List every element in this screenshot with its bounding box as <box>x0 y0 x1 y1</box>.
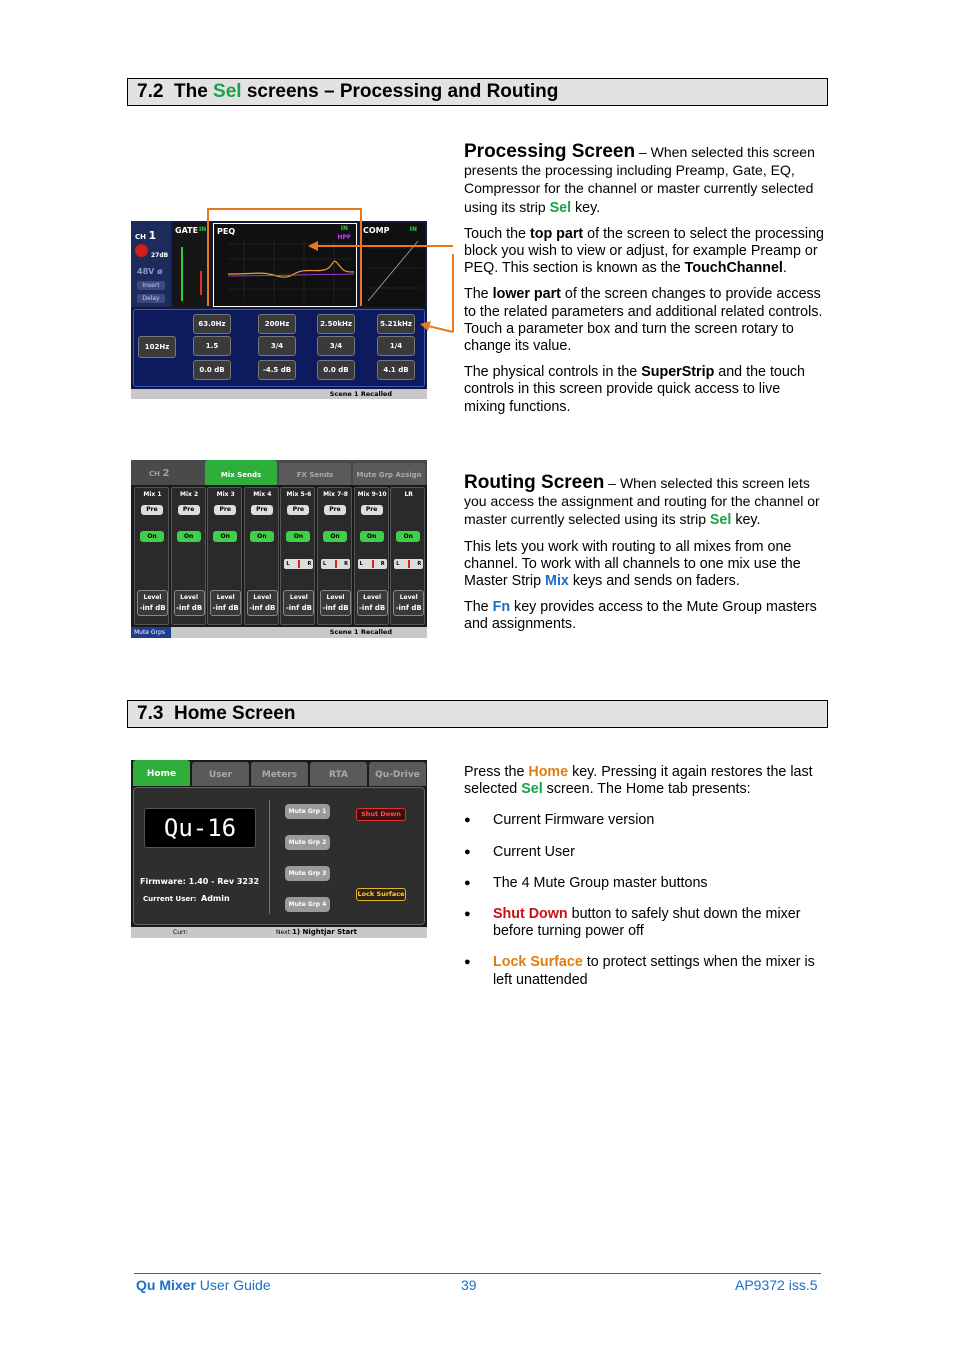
eq-band-4-q[interactable]: 1/4 <box>377 336 415 356</box>
on-button[interactable]: On <box>323 531 347 542</box>
mix-label: Mix 4 <box>253 491 272 498</box>
pan-control[interactable] <box>394 559 423 569</box>
on-button[interactable]: On <box>286 531 310 542</box>
eq-band-3-freq[interactable]: 2.50kHz <box>317 314 355 334</box>
status-bar: Scene 1 Recalled <box>329 628 392 636</box>
pan-center-marker <box>335 560 337 568</box>
list-item: ● Current Firmware version <box>464 812 824 829</box>
level-label: Level <box>363 594 382 601</box>
eq-band-2-freq[interactable]: 200Hz <box>258 314 296 334</box>
firmware-version: Firmware: 1.40 - Rev 3232 <box>140 877 260 886</box>
mix-label: Mix 5-6 <box>286 491 312 498</box>
eq-band-4-freq[interactable]: 5.21kHz <box>377 314 415 334</box>
pre-button[interactable]: Pre <box>251 505 273 515</box>
pre-button[interactable]: Pre <box>141 505 163 515</box>
level-value: -inf dB <box>285 604 312 612</box>
pan-right-label: R <box>344 561 348 567</box>
pre-button[interactable]: Pre <box>287 505 309 515</box>
tab-meters[interactable]: Meters <box>251 762 308 786</box>
list-item: ● Lock Surface to protect settings when the mixer is left unattended <box>464 954 824 988</box>
level-value: -inf dB <box>139 604 166 612</box>
home-screen-image <box>131 760 427 938</box>
level-label: Level <box>253 594 272 601</box>
touchchannel-callout-frame <box>207 208 362 224</box>
pan-center-marker <box>298 560 300 568</box>
status-bar: Scene 1 Recalled <box>131 389 427 399</box>
mix-label: Mix 9-10 <box>357 491 387 498</box>
section-7-3-header: 7.3 Home Screen <box>127 700 828 728</box>
mix-strip <box>280 487 315 625</box>
eq-band-2-gain[interactable]: -4.5 dB <box>258 360 296 380</box>
mix-strip <box>134 487 169 625</box>
level-box[interactable] <box>137 590 168 616</box>
level-box[interactable] <box>357 590 388 616</box>
mix-strip <box>244 487 279 625</box>
section-7-2-header: 7.2 The Sel screens – Processing and Routing <box>127 78 828 106</box>
level-value: -inf dB <box>212 604 239 612</box>
pan-control[interactable] <box>321 559 350 569</box>
mix-label: Mix 3 <box>216 491 235 498</box>
peq-block[interactable]: PEQ IN HPF <box>213 223 357 307</box>
on-button[interactable]: On <box>177 531 201 542</box>
level-box[interactable] <box>247 590 278 616</box>
level-label: Level <box>143 594 162 601</box>
home-panel <box>133 787 425 925</box>
mix-label: Mix 7-8 <box>323 491 348 498</box>
level-box[interactable] <box>320 590 351 616</box>
processing-screen-text: Processing Screen – When selected this screen presents the processing including Preamp, Gate, EQ, Compressor for the channel or master currently selected using its strip Sel key. Touch the top part of the screen to select the processing block you wish to view or adjust, for example Preamp or PEQ. This section is known as the TouchChannel. The lower part of the screen changes to provide access to the related parameters and additional related controls. Touch a parameter box and turn the screen rotary to change its value. The physical controls in the SuperStrip and the touch controls in this screen provide quick access to live mixing functions. <box>464 141 825 415</box>
level-value: -inf dB <box>395 604 422 612</box>
comp-block[interactable]: COMP IN <box>360 223 425 307</box>
mute-group-2-button[interactable]: Mute Grp 2 <box>285 835 330 850</box>
pan-control[interactable] <box>358 559 387 569</box>
list-item: ● Shut Down button to safely shut down the mixer before turning power off <box>464 906 824 940</box>
gain-knob-icon <box>135 244 148 257</box>
routing-screen-text: Routing Screen – When selected this screen lets you access the assignment and routing for the channel or master currently selected using its strip Sel key. This lets you work with routing to all mixes from one channel. To work with all channels to one mix use the Master Strip Mix keys and sends on faders. The Fn key provides access to the Mute Group masters and assignments. <box>464 472 820 633</box>
level-label: Level <box>289 594 308 601</box>
callout-arrows <box>300 234 460 354</box>
current-user: Admin <box>201 894 230 903</box>
routing-tab-bar: CH 2 Mix Sends FX Sends Mute Grp Assign <box>131 460 427 485</box>
mute-group-1-button[interactable]: Mute Grp 1 <box>285 804 330 819</box>
page-number: 39 <box>461 1277 477 1293</box>
tab-fx-sends[interactable]: FX Sends <box>279 463 351 485</box>
mix-label: Mix 2 <box>180 491 199 498</box>
level-label: Level <box>216 594 235 601</box>
eq-band-1-q[interactable]: 1.5 <box>193 336 231 356</box>
level-label: Level <box>326 594 345 601</box>
document-number: AP9372 iss.5 <box>735 1277 818 1293</box>
pan-control[interactable] <box>284 559 313 569</box>
lock-surface-button[interactable]: Lock Surface <box>356 888 406 901</box>
tab-rta[interactable]: RTA <box>310 762 367 786</box>
pan-center-marker <box>408 560 410 568</box>
tab-mute-grp-assign[interactable]: Mute Grp Assign <box>353 463 425 485</box>
footer-rule <box>134 1273 821 1274</box>
qu16-logo: Qu-16 <box>144 808 256 848</box>
current-user-label: Current User: <box>143 895 197 903</box>
pan-left-label: L <box>286 561 290 567</box>
mute-group-4-button[interactable]: Mute Grp 4 <box>285 897 330 912</box>
list-item: ● The 4 Mute Group master buttons <box>464 875 824 892</box>
tab-qu-drive[interactable]: Qu-Drive <box>369 762 426 786</box>
pan-left-label: L <box>323 561 327 567</box>
pre-button[interactable]: Pre <box>361 505 383 515</box>
level-value: -inf dB <box>249 604 276 612</box>
mute-group-3-button[interactable]: Mute Grp 3 <box>285 866 330 881</box>
level-label: Level <box>399 594 418 601</box>
level-value: -inf dB <box>176 604 203 612</box>
mix-strip <box>207 487 242 625</box>
mix-label: Mix 1 <box>143 491 162 498</box>
pre-button[interactable]: Pre <box>214 505 236 515</box>
pan-right-label: R <box>380 561 385 567</box>
mute-grps-button[interactable]: Mute Grps <box>131 627 171 638</box>
pre-button[interactable]: Pre <box>178 505 200 515</box>
home-screen-text: Press the Home key. Pressing it again restores the last selected Sel screen. The Home tab presents: ● Current Firmware version ● Current User ● The 4 Mute Group master buttons ● Shut Down button to safely shut down the mixer before turning power off ● Lock Surface to protect settings when the mixer is left unattended <box>464 764 824 1003</box>
mix-strip <box>390 487 425 625</box>
on-button[interactable]: On <box>213 531 237 542</box>
scene-status-bar: Curr: Next:1) Nightjar Start <box>131 927 427 938</box>
mix-label: LR <box>404 491 413 498</box>
eq-band-4-gain[interactable]: 4.1 dB <box>377 360 415 380</box>
mix-strip <box>171 487 206 625</box>
on-button[interactable]: On <box>360 531 384 542</box>
pan-left-label: L <box>359 561 363 567</box>
tab-user[interactable]: User <box>192 762 249 786</box>
level-box[interactable] <box>393 590 424 616</box>
hpf-frequency-box[interactable]: 102Hz <box>138 336 176 358</box>
footer-title: Qu Mixer User Guide <box>136 1277 271 1293</box>
eq-band-3-q[interactable]: 3/4 <box>317 336 355 356</box>
home-features-list <box>464 812 824 988</box>
on-button[interactable]: On <box>250 531 274 542</box>
mix-strip <box>317 487 352 625</box>
pan-right-label: R <box>307 561 312 567</box>
eq-band-3-gain[interactable]: 0.0 dB <box>317 360 355 380</box>
mix-strip <box>354 487 389 625</box>
on-button[interactable]: On <box>140 531 164 542</box>
level-label: Level <box>180 594 199 601</box>
pan-left-label: L <box>396 561 400 567</box>
pan-right-label: R <box>417 561 422 567</box>
eq-band-1-freq[interactable]: 63.0Hz <box>193 314 231 334</box>
level-value: -inf dB <box>322 604 349 612</box>
routing-screen-image <box>131 460 427 638</box>
on-button[interactable]: On <box>396 531 420 542</box>
pan-center-marker <box>372 560 374 568</box>
eq-band-2-q[interactable]: 3/4 <box>258 336 296 356</box>
shut-down-button[interactable]: Shut Down <box>356 808 406 821</box>
level-box[interactable] <box>174 590 205 616</box>
pre-button[interactable]: Pre <box>324 505 346 515</box>
tab-home[interactable]: Home <box>133 760 190 786</box>
gate-block[interactable]: GATE IN <box>173 223 211 307</box>
level-box[interactable] <box>210 590 241 616</box>
tab-mix-sends[interactable]: Mix Sends <box>205 460 277 485</box>
channel-panel: CH 1 27dB 48V ø Insert Delay <box>131 221 171 307</box>
level-value: -inf dB <box>359 604 386 612</box>
level-box[interactable] <box>283 590 314 616</box>
list-item: ● Current User <box>464 844 824 861</box>
eq-band-1-gain[interactable]: 0.0 dB <box>193 360 231 380</box>
